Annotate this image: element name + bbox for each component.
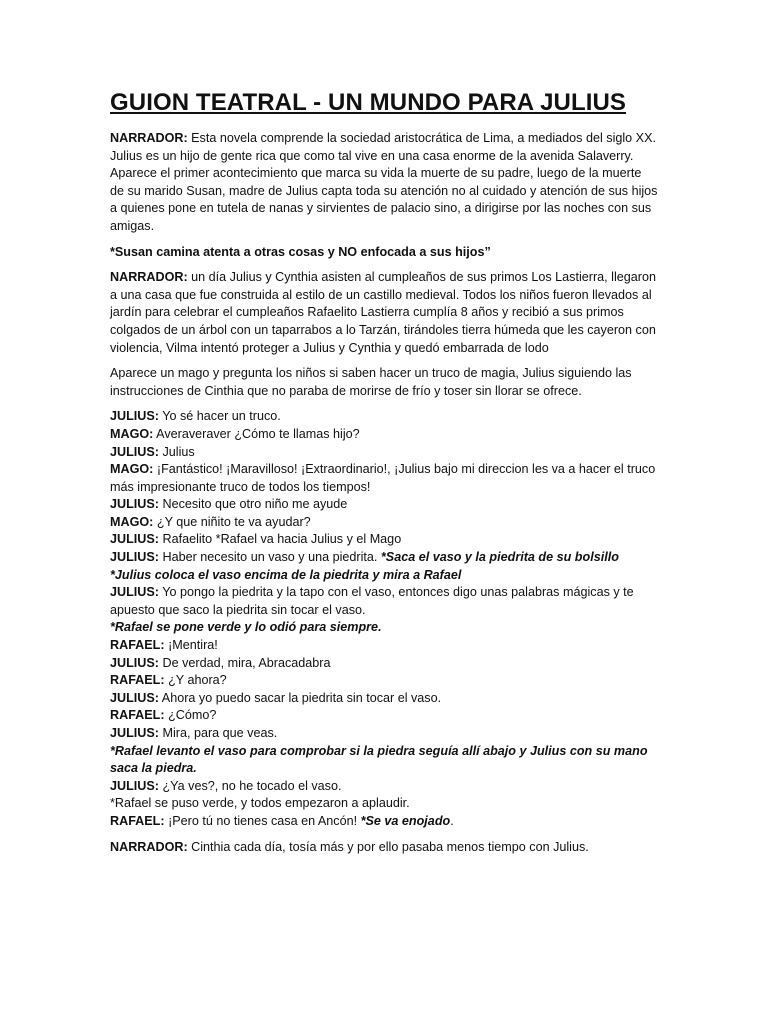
speaker-label: RAFAEL:: [110, 813, 165, 828]
speaker-label: JULIUS:: [110, 444, 159, 459]
stage-direction-text: *Rafael levanto el vaso para comprobar si la piedra seguía allí abajo y Julius con su mano saca la piedra.: [110, 743, 648, 776]
dialogue-line: [110, 813, 658, 831]
line-text: ¿Ya ves?, no he tocado el vaso.: [158, 778, 342, 793]
line-text: ¡Pero tú no tienes casa en Ancón!: [164, 813, 361, 828]
stage-direction-line: [110, 567, 658, 585]
speaker-label: JULIUS:: [110, 532, 159, 547]
line-text: Julius: [158, 444, 195, 459]
dialogue-line: [110, 655, 658, 673]
stage-direction-1: [110, 244, 658, 262]
dialogue-line: [110, 531, 658, 549]
speaker-label: JULIUS:: [110, 778, 159, 793]
stage-direction-line: [110, 743, 658, 778]
dialogue-line: [110, 778, 658, 796]
speaker-label: NARRADOR:: [110, 131, 188, 145]
line-text: De verdad, mira, Abracadabra: [158, 655, 331, 670]
speaker-label: RAFAEL:: [110, 638, 165, 653]
dialogue-line: [110, 514, 658, 532]
speaker-label: JULIUS:: [110, 409, 159, 424]
line-text: ¡Mentira!: [164, 638, 218, 653]
stage-direction-line: [110, 619, 658, 637]
stage-direction-inline: *Se va enojado: [360, 813, 451, 828]
narrator-paragraph-1: [110, 130, 658, 236]
line-text: ¿Y ahora?: [164, 673, 227, 688]
dialogue-block: [110, 408, 658, 830]
dialogue-line: [110, 408, 658, 426]
document-title: GUION TEATRAL - UN MUNDO PARA JULIUS: [110, 89, 627, 116]
narration-line: *Rafael se puso verde, y todos empezaron a aplaudir.: [110, 796, 410, 811]
line-text: Mira, para que veas.: [158, 726, 278, 740]
line-text: Averaveraver ¿Cómo te llamas hijo?: [153, 426, 360, 441]
stage-direction-text: *Susan camina atenta a otras cosas y NO enfocada a sus hijos”: [110, 244, 491, 259]
speaker-label: JULIUS:: [110, 655, 159, 670]
speaker-label: JULIUS:: [110, 726, 159, 740]
speaker-label: NARRADOR:: [110, 839, 188, 854]
line-text: Ahora yo puedo sacar la piedrita sin tocar el vaso.: [158, 690, 442, 705]
dialogue-line: [110, 426, 658, 444]
dialogue-line: [110, 672, 658, 690]
stage-direction-inline: *Saca el vaso y la piedrita de su bolsillo: [380, 550, 619, 565]
narration-text: Esta novela comprende la sociedad aristocrática de Lima, a mediados del siglo XX. Julius es un hijo de gente rica que como tal vive en una casa enorme de la avenida Salaverry. Aparece el primer acontecimiento que marca su vida la muerte de su padre, luego de la muerte de su marido Susan, madre de Julius capta toda su atención no al cuidado y atención de sus hijos a quienes pone en tutela de nanas y sirvientes de palacio sino, a dirigirse por las noches con sus amigas.: [110, 131, 658, 233]
line-text: ¿Y que niñito te va ayudar?: [153, 514, 311, 529]
speaker-label: NARRADOR:: [110, 270, 188, 285]
stage-direction-text: *Julius coloca el vaso encima de la piedrita y mira a Rafael: [110, 567, 462, 582]
line-text: Yo pongo la piedrita y la tapo con el vaso, entonces digo unas palabras mágicas y te apuesto que saco la piedrita sin tocar el vaso.: [110, 585, 634, 617]
dialogue-line: [110, 637, 658, 655]
line-text: Rafaelito *Rafael va hacia Julius y el Mago: [158, 532, 402, 547]
speaker-label: MAGO:: [110, 462, 154, 477]
line-text: Yo sé hacer un truco.: [158, 409, 281, 424]
dialogue-line: [110, 690, 658, 708]
dialogue-line: [110, 549, 658, 567]
narrator-paragraph-2: [110, 269, 658, 357]
narration-paragraph-3: Aparece un mago y pregunta los niños si saben hacer un truco de magia, Julius siguiendo las instrucciones de Cinthia que no paraba de morirse de frío y toser sin llorar se ofrece.: [110, 366, 632, 398]
speaker-label: RAFAEL:: [110, 673, 165, 688]
dialogue-line: [110, 725, 658, 743]
speaker-label: RAFAEL:: [110, 708, 165, 723]
speaker-label: JULIUS:: [110, 497, 159, 512]
line-text: ¡Fantástico! ¡Maravilloso! ¡Extraordinario!, ¡Julius bajo mi direccion les va a hacer el truco más impresionante truco de todos los tiempos!: [110, 462, 656, 494]
line-text: Haber necesito un vaso y una piedrita.: [158, 550, 381, 565]
dialogue-line: [110, 461, 658, 496]
narrator-paragraph-4: [110, 839, 658, 857]
dialogue-line: [110, 444, 658, 462]
dialogue-line: [110, 707, 658, 725]
line-end: .: [450, 813, 454, 828]
speaker-label: JULIUS:: [110, 690, 159, 705]
speaker-label: JULIUS:: [110, 550, 159, 565]
speaker-label: JULIUS:: [110, 585, 159, 600]
dialogue-line: [110, 584, 658, 619]
narration-text: Cinthia cada día, tosía más y por ello pasaba menos tiempo con Julius.: [187, 839, 589, 854]
speaker-label: MAGO:: [110, 514, 154, 529]
stage-direction-text: *Rafael se pone verde y lo odió para siempre.: [110, 620, 382, 635]
narration-text: un día Julius y Cynthia asisten al cumpleaños de sus primos Los Lastierra, llegaron a una casa que fue construida al estilo de un castillo medieval. Todos los niños fueron llevados al jardín para celebrar el cumpleaños Rafaelito Lastierra cumplía 8 años y recibió a sus primos colgados de un árbol con un taparrabos a lo Tarzán, tirándoles tierra húmeda que les cayeron con violencia, Vilma intentó proteger a Julius y Cynthia y quedó embarrada de lodo: [110, 270, 656, 355]
speaker-label: MAGO:: [110, 426, 154, 441]
line-text: Necesito que otro niño me ayude: [158, 497, 348, 512]
dialogue-line: [110, 496, 658, 514]
line-text: ¿Cómo?: [164, 708, 217, 723]
